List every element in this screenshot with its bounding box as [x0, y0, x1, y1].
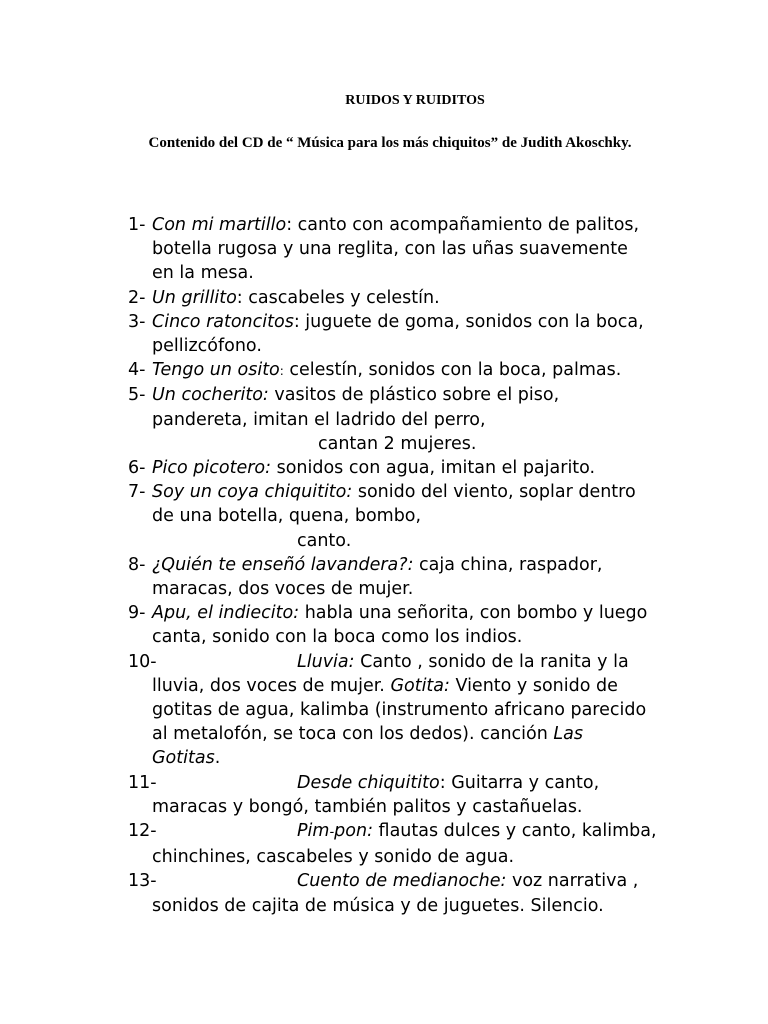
item-number: 4-: [128, 360, 146, 381]
item-text: gotitas de agua, kalimba (instrumento africano parecido: [152, 700, 647, 721]
item-separator: :: [279, 364, 284, 379]
item-title: ¿Quién te enseñó lavandera?:: [152, 554, 414, 575]
item-text: voz narrativa ,: [506, 871, 639, 892]
item-number: 8-: [128, 554, 146, 575]
item-text: lluvia, dos voces de mujer.: [152, 675, 391, 696]
item-title: Pim: [297, 821, 330, 842]
item-text: : canto con acompañamiento de palitos,: [286, 215, 640, 235]
item-title: Soy un coya chiquitito:: [152, 482, 353, 503]
item-text: maracas y bongó, también palitos y castañuelas.: [152, 796, 583, 817]
item-text: .: [214, 748, 221, 769]
item-title: Gotitas: [152, 748, 215, 769]
list-item: [128, 383, 748, 456]
list-item: [128, 456, 748, 480]
item-title: Un cocherito:: [152, 385, 269, 406]
item-title: Con mi martillo: [152, 215, 287, 235]
item-text: Canto , sonido de la ranita y la: [354, 651, 629, 672]
track-list: [128, 213, 748, 918]
item-number: 11-: [128, 772, 157, 793]
item-text: botella rugosa y una reglita, con las uñas suavemente: [152, 239, 628, 260]
item-title: Tengo un osito: [152, 360, 280, 381]
item-number: 2-: [128, 287, 146, 308]
page-title: RUIDOS Y RUIDITOS: [345, 93, 485, 108]
item-text: : juguete de goma, sonidos con la boca,: [293, 311, 644, 332]
list-item: [128, 480, 748, 553]
item-number: 9-: [128, 603, 146, 624]
item-text: flautas dulces y canto, kalimba,: [372, 821, 657, 842]
item-number: 10-: [128, 651, 157, 672]
list-item: [128, 771, 748, 819]
item-text: vasitos de plástico sobre el piso,: [268, 385, 560, 406]
item-title-separator: -: [329, 825, 335, 841]
item-text: Viento y sonido de: [449, 675, 618, 696]
item-text: canta, sonido con la boca como los indios.: [152, 627, 523, 648]
item-text: de una botella, quena, bombo,: [152, 506, 422, 527]
list-item: [128, 819, 748, 869]
item-title: pon:: [334, 821, 373, 842]
item-number: 3-: [128, 311, 146, 332]
item-title: Gotita:: [390, 675, 450, 696]
item-number: 6-: [128, 458, 146, 479]
item-text: cantan 2 mujeres.: [318, 433, 477, 454]
item-number: 7-: [128, 482, 146, 503]
item-title: Lluvia:: [297, 651, 355, 672]
item-text: sonido del viento, soplar dentro: [352, 482, 636, 503]
list-item: [128, 358, 748, 383]
item-text: : Guitarra y canto,: [439, 772, 600, 793]
item-title: Pico picotero:: [152, 458, 272, 479]
item-text: caja china, raspador,: [413, 554, 603, 575]
item-text: pandereta, imitan el ladrido del perro,: [152, 409, 486, 430]
item-number: 13-: [128, 871, 157, 892]
item-title: Cuento de medianoche:: [297, 871, 507, 892]
item-text: en la mesa.: [152, 263, 254, 284]
item-title: Apu, el indiecito:: [152, 603, 300, 624]
list-item: [128, 286, 748, 310]
item-title: Las: [553, 724, 583, 745]
item-text: : cascabeles y celestín.: [236, 287, 440, 308]
item-text: sonidos de cajita de música y de juguetes. Silencio.: [152, 895, 604, 916]
item-text: chinchines, cascabeles y sonido de agua.: [152, 847, 515, 868]
item-title: Cinco ratoncitos: [152, 311, 294, 332]
item-text: sonidos con agua, imitan el pajarito.: [271, 458, 596, 479]
item-text: maracas, dos voces de mujer.: [152, 579, 414, 600]
item-title: Un grillito: [152, 287, 237, 308]
list-item: [128, 310, 748, 358]
item-text: al metalofón, se toca con los dedos). canción: [152, 724, 554, 745]
item-text: pellizcófono.: [152, 336, 262, 357]
item-text: celestín, sonidos con la boca, palmas.: [283, 360, 622, 381]
list-item: [128, 650, 748, 771]
page-subtitle: Contenido del CD de “ Música para los más chiquitos” de Judith Akoschky.: [148, 135, 632, 151]
list-item: [128, 869, 748, 917]
item-number: 12-: [128, 821, 157, 842]
item-text: canto.: [297, 530, 352, 551]
list-item: [128, 601, 748, 649]
item-title: Desde chiquitito: [297, 772, 440, 793]
list-item: [128, 553, 748, 601]
item-number: 5-: [128, 385, 146, 406]
item-text: habla una señorita, con bombo y luego: [299, 603, 648, 624]
item-number: 1-: [128, 215, 146, 235]
list-item: [128, 213, 748, 286]
